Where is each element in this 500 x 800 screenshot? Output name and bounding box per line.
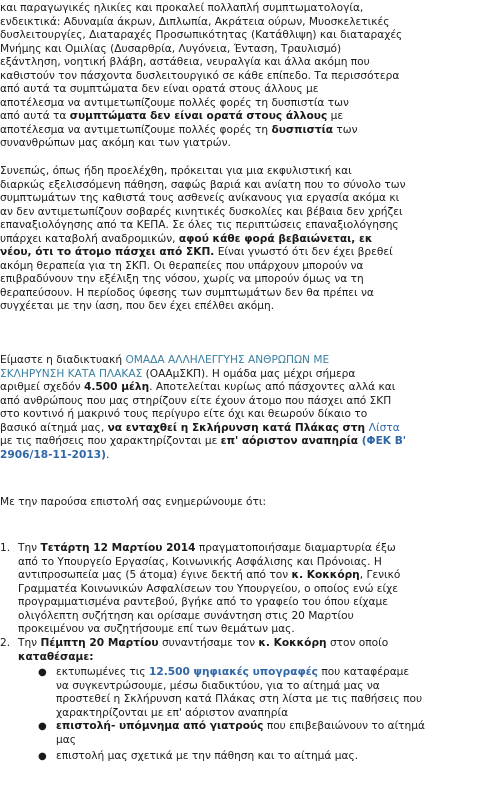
text-line: από αυτά τα συμπτώματα δεν είναι ορατά στους άλλους με bbox=[0, 83, 319, 95]
text-line: διαρκώς εξελισσόμενη πάθηση, σαφώς βαριά και ανίατη που το σύνολο των bbox=[0, 178, 406, 191]
text-line: επιστολή- υπόμνημα από γιατρούς που επιβεβαιώνουν το αίτημά bbox=[56, 720, 425, 732]
text-line: αν δεν αντιμετωπίζουν σοβαρές κινητικές δυσκολίες και βέβαια δεν χρήζει bbox=[0, 205, 403, 218]
text-line: από αυτά τα συμπτώματα δεν είναι ορατά στους άλλους με bbox=[0, 110, 344, 122]
paragraph-disease bbox=[0, 165, 490, 314]
paragraph-symptoms bbox=[0, 2, 490, 151]
text-line: θεραπεύσουν. Η περίοδος ύφεσης των συμπτωμάτων δεν θα πρέπει να bbox=[0, 286, 374, 299]
text-line: Μνήμης και Ομιλίας (Δυσαρθρία, Λυγόνεια, Ένταση, Τραυλισμό) bbox=[0, 42, 342, 55]
text-line: δυσλειτουργίες, Διαταραχές Προσωπικότητας (Κατάθλιψη) και διαταραχές bbox=[0, 29, 403, 41]
bullet-item bbox=[0, 720, 490, 748]
bullet-icon: ● bbox=[38, 751, 47, 762]
text-line: αριθμεί σχεδόν 4.500 μέλη. Αποτελείται κυρίως από πάσχοντες αλλά και bbox=[0, 381, 396, 393]
text-line: με τις παθήσεις που χαρακτηρίζονται με επ' αόριστον αναπηρία (ΦΕΚ Β' bbox=[0, 435, 407, 447]
text-line: ολιγόλεπτη συζήτηση και ορίσαμε συνάντηση στις 20 Μαρτίου bbox=[18, 609, 354, 622]
text-line: Είμαστε η διαδικτυακή ΟΜΑΔΑ ΑΛΛΗΛΕΓΓΥΗΣ ΑΝΘΡΩΠΩΝ ΜΕ bbox=[0, 354, 330, 366]
text-line: χαρακτηρίζονται με επ' αόριστον αναπηρία bbox=[56, 706, 289, 719]
text-line: στο κοντινό ή μακρινό τους περίγυρο είτε όχι και θεωρούν δίκαιο το bbox=[0, 408, 368, 420]
list-number: 2. bbox=[0, 637, 11, 649]
list-item bbox=[0, 637, 490, 667]
bullet-icon: ● bbox=[38, 721, 47, 732]
text-line: ακόμη θεραπεία για τη ΣΚΠ. Οι θεραπείες που υπάρχουν μπορούν να bbox=[0, 259, 364, 272]
intro-line bbox=[0, 496, 490, 510]
text-line: αποτέλεσμα να αντιμετωπίζουμε πολλές φορές τη δυσπιστία των bbox=[0, 96, 349, 109]
text-line: αποτέλεσμα να αντιμετωπίζουμε πολλές φορές τη δυσπιστία των bbox=[0, 123, 358, 136]
text-line: Γραμματέα Κοινωνικών Ασφαλίσεων του Υπουργείου, ο οποίος ενώ είχε bbox=[18, 582, 398, 595]
paragraph-group bbox=[0, 354, 490, 462]
bullet-item bbox=[0, 750, 490, 768]
bullet-item bbox=[0, 666, 490, 721]
text-line: καταθέσαμε: bbox=[18, 650, 94, 663]
text-line: επιστολή μας σχετικά με την πάθηση και το αίτημά μας. bbox=[56, 750, 359, 762]
list-number: 1. bbox=[0, 542, 11, 554]
bullet-icon: ● bbox=[38, 667, 47, 678]
text-line: συμπτωμάτων της καθιστά τους ασθενείς ανίκανους για εργασία ακόμα κι bbox=[0, 192, 400, 204]
text-line: νέου, ότι το άτομο πάσχει από ΣΚΠ. Είναι γνωστό ότι δεν έχει βρεθεί bbox=[0, 246, 393, 258]
text-line: προγραμματισμένα ραντεβού, βγήκε από το γραφείο του όπου είχαμε bbox=[18, 596, 388, 608]
text-line: από ανθρώπους που μας στηρίζουν είτε έχουν άτομο που πάσχει από ΣΚΠ bbox=[0, 394, 392, 407]
text-line: να συγκεντρώσουμε, μέσω διαδικτύου, για το αίτημά μας να bbox=[56, 679, 380, 692]
text-line: επιβραδύνουν την εξέλιξη της νόσου, χωρίς να μπορούν όμως να τη bbox=[0, 273, 364, 285]
text-line: επαναξιολόγησης από τα ΚΕΠΑ. Σε όλες τις περιπτώσεις επαναξιολόγησης bbox=[0, 219, 399, 231]
text-line: Την Τετάρτη 12 Μαρτίου 2014 πραγματοποιήσαμε διαμαρτυρία έξω bbox=[18, 542, 396, 554]
text-line: βασικό αίτημά μας, να ενταχθεί η Σκλήρυνση κατά Πλάκας στη Λίστα bbox=[0, 421, 400, 434]
text-line: προστεθεί η Σκλήρυνση κατά Πλάκας στη λίστα με τις παθήσεις που bbox=[56, 693, 423, 705]
list-item bbox=[0, 542, 490, 652]
text-line: καθιστούν τον πάσχοντα δυσλειτουργικό σε κάθε επίπεδο. Τα περισσότερα bbox=[0, 69, 400, 82]
text-line: υπάρχει καταβολή αναδρομικών, αφού κάθε φορά βεβαιώνεται, εκ bbox=[0, 232, 373, 245]
text-line: προκειμένου να συζητήσουμε επί των θεμάτων μας. bbox=[18, 623, 295, 635]
text-line: συγχέεται με την ίαση, που δεν έχει επέλθει ακόμη. bbox=[0, 300, 275, 312]
text-line: αντιπροσωπεία μας (5 άτομα) έγινε δεκτή από τον κ. Κοκκόρη, Γενικό bbox=[18, 569, 401, 581]
text-line: συνανθρώπων μας ακόμη και των γιατρών. bbox=[0, 137, 231, 149]
text-line: ΣΚΛΗΡΥΝΣΗ ΚΑΤΑ ΠΛΑΚΑΣ (ΟΑΑμΣΚΠ). Η ομάδα μας μέχρι σήμερα bbox=[0, 367, 356, 380]
text-line: και παραγωγικές ηλικίες και προκαλεί πολλαπλή συμπτωματολογία, bbox=[0, 2, 364, 14]
text-line: Συνεπώς, όπως ήδη προελέχθη, πρόκειται για μια εκφυλιστική και bbox=[0, 165, 352, 177]
text-line: Με την παρούσα επιστολή σας ενημερώνουμε ότι: bbox=[0, 496, 267, 508]
text-line: μας bbox=[56, 733, 76, 746]
text-line: 2906/18-11-2013). bbox=[0, 448, 110, 461]
text-line: Την Πέμπτη 20 Μαρτίου συναντήσαμε τον κ. Κοκκόρη στον οποίο bbox=[18, 637, 389, 649]
text-line: από το Υπουργείο Εργασίας, Κοινωνικής Ασφάλισης και Πρόνοιας. Η bbox=[18, 555, 382, 568]
text-line: εκτυπωμένες τις 12.500 ψηφιακές υπογραφές που καταφέραμε bbox=[56, 666, 410, 678]
text-line: εξάντληση, νοητική βλάβη, αστάθεια, νευραλγία και άλλα ακόμη που bbox=[0, 56, 370, 68]
text-line: ενδεικτικά: Αδυναμία άκρων, Διπλωπία, Ακράτεια ούρων, Μυοσκελετικές bbox=[0, 15, 390, 28]
